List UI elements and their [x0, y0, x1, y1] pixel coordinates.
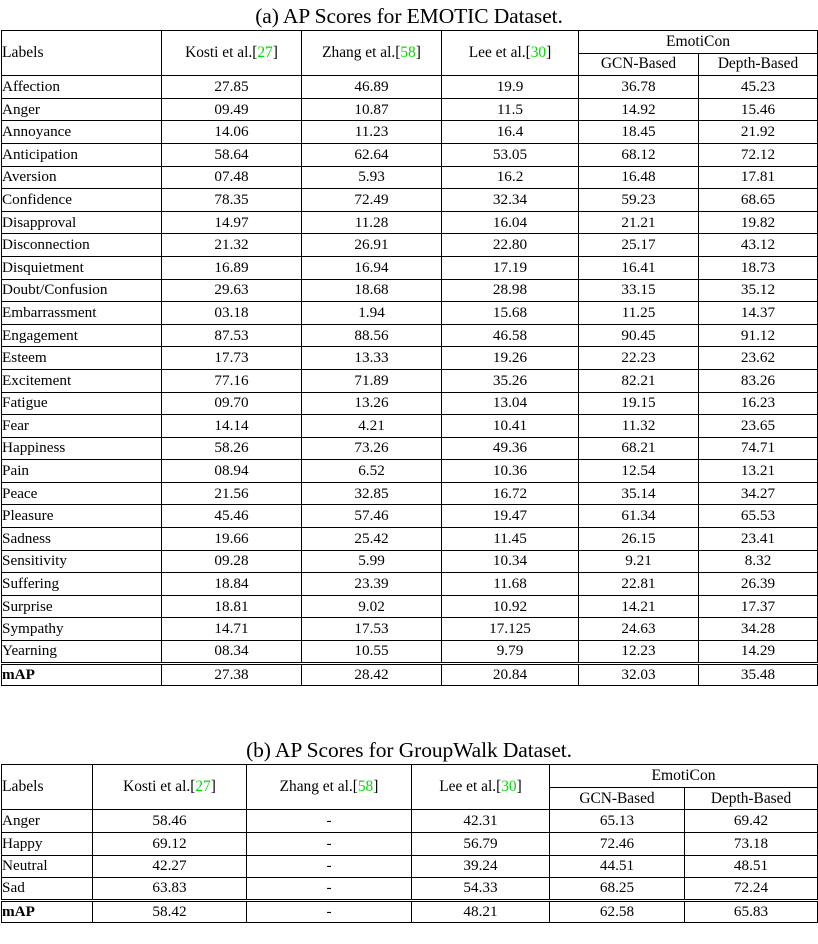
cell-zhang: 88.56: [302, 324, 442, 347]
cell-depth: 65.83: [685, 900, 818, 923]
cell-depth: 34.27: [699, 482, 818, 505]
row-label: Happiness: [2, 437, 162, 460]
cell-depth: 72.12: [699, 143, 818, 166]
cell-kosti: 63.83: [93, 878, 247, 901]
cell-kosti: 21.56: [162, 482, 302, 505]
bracket-open: [: [395, 44, 401, 62]
zhang-label: Zhang et al.: [322, 44, 396, 62]
table-b-caption: (b) AP Scores for GroupWalk Dataset.: [246, 738, 572, 763]
cell-lee: 39.24: [412, 855, 550, 878]
cell-zhang: 23.39: [302, 573, 442, 596]
cell-zhang: 32.85: [302, 482, 442, 505]
citation-kosti[interactable]: 27: [257, 44, 273, 62]
cell-gcn: 82.21: [579, 369, 699, 392]
kosti-label: Kosti et al.: [123, 778, 191, 796]
cell-zhang: -: [247, 900, 412, 923]
cell-gcn: 18.45: [579, 121, 699, 144]
cell-kosti: 58.64: [162, 143, 302, 166]
cell-gcn: 44.51: [550, 855, 685, 878]
cell-lee: 19.47: [442, 505, 579, 528]
cell-gcn: 14.92: [579, 98, 699, 121]
cell-lee: 13.04: [442, 392, 579, 415]
cell-zhang: 26.91: [302, 234, 442, 257]
cell-lee: 54.33: [412, 878, 550, 901]
cell-zhang: 10.87: [302, 98, 442, 121]
cell-depth: 91.12: [699, 324, 818, 347]
cell-zhang: -: [247, 855, 412, 878]
cell-lee: 11.68: [442, 573, 579, 596]
cell-zhang: 25.42: [302, 528, 442, 551]
row-label: Annoyance: [2, 121, 162, 144]
cell-lee: 16.4: [442, 121, 579, 144]
cell-lee: 15.68: [442, 302, 579, 325]
cell-kosti: 58.26: [162, 437, 302, 460]
cell-depth: 34.28: [699, 618, 818, 641]
column-header-kosti: [162, 31, 302, 76]
cell-zhang: 5.93: [302, 166, 442, 189]
column-header-gcn-based: GCN-Based: [579, 53, 699, 76]
table-summary-row: [2, 900, 818, 923]
cell-gcn: 90.45: [579, 324, 699, 347]
column-header-lee: [442, 31, 579, 76]
cell-gcn: 36.78: [579, 76, 699, 99]
cell-gcn: 72.46: [550, 833, 685, 856]
cell-zhang: 4.21: [302, 415, 442, 438]
cell-lee: 17.19: [442, 256, 579, 279]
column-header-depth-based: Depth-Based: [699, 53, 818, 76]
cell-gcn: 33.15: [579, 279, 699, 302]
cell-gcn: 19.15: [579, 392, 699, 415]
column-header-labels: Labels: [2, 765, 93, 810]
cell-kosti: 58.42: [93, 900, 247, 923]
table-row: [2, 641, 818, 664]
cell-depth: 18.73: [699, 256, 818, 279]
table-row: [2, 573, 818, 596]
row-label: Affection: [2, 76, 162, 99]
lee-label: Lee et al.: [439, 778, 497, 796]
row-label: mAP: [2, 663, 162, 686]
cell-lee: 48.21: [412, 900, 550, 923]
table-row: [2, 369, 818, 392]
table-row: [2, 415, 818, 438]
cell-lee: 22.80: [442, 234, 579, 257]
table-row: [2, 302, 818, 325]
row-label: Disapproval: [2, 211, 162, 234]
cell-kosti: 58.46: [93, 810, 247, 833]
cell-lee: 20.84: [442, 663, 579, 686]
cell-lee: 11.45: [442, 528, 579, 551]
cell-gcn: 65.13: [550, 810, 685, 833]
cell-kosti: 08.94: [162, 460, 302, 483]
bracket-close: ]: [272, 44, 278, 62]
cell-lee: 11.5: [442, 98, 579, 121]
cell-kosti: 14.06: [162, 121, 302, 144]
citation-zhang[interactable]: 58: [357, 778, 374, 796]
row-label: Confidence: [2, 189, 162, 212]
cell-depth: 45.23: [699, 76, 818, 99]
citation-kosti[interactable]: 27: [195, 778, 211, 796]
cell-gcn: 68.21: [579, 437, 699, 460]
cell-kosti: 18.81: [162, 595, 302, 618]
column-header-lee: [412, 765, 550, 810]
bracket-open: [: [352, 778, 358, 796]
column-header-kosti: [93, 765, 247, 810]
row-label: Happy: [2, 833, 93, 856]
cell-lee: 49.36: [442, 437, 579, 460]
row-label: Sensitivity: [2, 550, 162, 573]
cell-gcn: 14.21: [579, 595, 699, 618]
row-label: Embarrassment: [2, 302, 162, 325]
table-row: [2, 833, 818, 856]
row-label: Fear: [2, 415, 162, 438]
cell-gcn: 61.34: [579, 505, 699, 528]
cell-depth: 69.42: [685, 810, 818, 833]
cell-depth: 73.18: [685, 833, 818, 856]
cell-zhang: 5.99: [302, 550, 442, 573]
cell-gcn: 22.81: [579, 573, 699, 596]
cell-gcn: 16.48: [579, 166, 699, 189]
cell-zhang: 72.49: [302, 189, 442, 212]
row-label: Excitement: [2, 369, 162, 392]
cell-kosti: 07.48: [162, 166, 302, 189]
table-row: [2, 437, 818, 460]
cell-kosti: 18.84: [162, 573, 302, 596]
zhang-label: Zhang et al.: [279, 778, 353, 796]
row-label: mAP: [2, 900, 93, 923]
cell-lee: 42.31: [412, 810, 550, 833]
cell-gcn: 9.21: [579, 550, 699, 573]
cell-kosti: 69.12: [93, 833, 247, 856]
column-header-zhang: [302, 31, 442, 76]
cell-gcn: 59.23: [579, 189, 699, 212]
table-row: [2, 528, 818, 551]
row-label: Neutral: [2, 855, 93, 878]
cell-kosti: 09.28: [162, 550, 302, 573]
cell-gcn: 68.25: [550, 878, 685, 901]
cell-gcn: 22.23: [579, 347, 699, 370]
cell-lee: 16.04: [442, 211, 579, 234]
table-row: [2, 505, 818, 528]
cell-kosti: 19.66: [162, 528, 302, 551]
cell-zhang: 11.28: [302, 211, 442, 234]
cell-kosti: 45.46: [162, 505, 302, 528]
cell-depth: 23.65: [699, 415, 818, 438]
cell-zhang: 71.89: [302, 369, 442, 392]
cell-depth: 16.23: [699, 392, 818, 415]
cell-depth: 43.12: [699, 234, 818, 257]
row-label: Anticipation: [2, 143, 162, 166]
bracket-close: ]: [210, 778, 216, 796]
row-label: Sad: [2, 878, 93, 901]
table-row: [2, 550, 818, 573]
row-label: Sympathy: [2, 618, 162, 641]
bracket-close: ]: [546, 44, 552, 62]
cell-gcn: 24.63: [579, 618, 699, 641]
cell-zhang: 17.53: [302, 618, 442, 641]
table-row: [2, 166, 818, 189]
cell-kosti: 77.16: [162, 369, 302, 392]
cell-depth: 83.26: [699, 369, 818, 392]
cell-depth: 74.71: [699, 437, 818, 460]
cell-depth: 14.29: [699, 641, 818, 664]
cell-kosti: 14.97: [162, 211, 302, 234]
cell-gcn: 32.03: [579, 663, 699, 686]
row-label: Yearning: [2, 641, 162, 664]
bracket-close: ]: [516, 778, 522, 796]
row-label: Peace: [2, 482, 162, 505]
cell-lee: 56.79: [412, 833, 550, 856]
cell-gcn: 11.32: [579, 415, 699, 438]
cell-zhang: 28.42: [302, 663, 442, 686]
table-row: [2, 855, 818, 878]
cell-zhang: 73.26: [302, 437, 442, 460]
cell-lee: 46.58: [442, 324, 579, 347]
table-row: [2, 347, 818, 370]
table-row: [2, 595, 818, 618]
cell-gcn: 68.12: [579, 143, 699, 166]
cell-kosti: 16.89: [162, 256, 302, 279]
bracket-close: ]: [415, 44, 421, 62]
cell-depth: 72.24: [685, 878, 818, 901]
citation-lee[interactable]: 30: [501, 778, 517, 796]
cell-depth: 19.82: [699, 211, 818, 234]
table-row: [2, 878, 818, 901]
table-row: [2, 121, 818, 144]
cell-kosti: 87.53: [162, 324, 302, 347]
cell-zhang: 46.89: [302, 76, 442, 99]
cell-gcn: 12.54: [579, 460, 699, 483]
table-row: [2, 482, 818, 505]
row-label: Disquietment: [2, 256, 162, 279]
cell-gcn: 26.15: [579, 528, 699, 551]
cell-kosti: 78.35: [162, 189, 302, 212]
table-row: [2, 810, 818, 833]
cell-zhang: 6.52: [302, 460, 442, 483]
ap-scores-emotic-table: [1, 30, 818, 686]
cell-depth: 17.81: [699, 166, 818, 189]
table-row: [2, 460, 818, 483]
row-label: Esteem: [2, 347, 162, 370]
cell-lee: 53.05: [442, 143, 579, 166]
cell-gcn: 11.25: [579, 302, 699, 325]
cell-depth: 13.21: [699, 460, 818, 483]
cell-lee: 10.34: [442, 550, 579, 573]
row-label: Anger: [2, 98, 162, 121]
ap-scores-groupwalk-table: [1, 764, 818, 923]
bracket-open: [: [525, 44, 531, 62]
table-summary-row: [2, 663, 818, 686]
row-label: Anger: [2, 810, 93, 833]
citation-zhang[interactable]: 58: [400, 44, 416, 62]
cell-depth: 15.46: [699, 98, 818, 121]
cell-zhang: 57.46: [302, 505, 442, 528]
cell-lee: 17.125: [442, 618, 579, 641]
cell-depth: 26.39: [699, 573, 818, 596]
table-row: [2, 618, 818, 641]
cell-kosti: 03.18: [162, 302, 302, 325]
cell-kosti: 27.38: [162, 663, 302, 686]
cell-gcn: 35.14: [579, 482, 699, 505]
column-header-gcn-based: GCN-Based: [550, 787, 685, 810]
cell-kosti: 09.70: [162, 392, 302, 415]
cell-depth: 17.37: [699, 595, 818, 618]
cell-kosti: 14.14: [162, 415, 302, 438]
row-label: Suffering: [2, 573, 162, 596]
cell-depth: 35.12: [699, 279, 818, 302]
cell-kosti: 29.63: [162, 279, 302, 302]
cell-kosti: 42.27: [93, 855, 247, 878]
cell-depth: 14.37: [699, 302, 818, 325]
table-a-caption: (a) AP Scores for EMOTIC Dataset.: [255, 4, 563, 28]
table-row: [2, 211, 818, 234]
row-label: Fatigue: [2, 392, 162, 415]
table-row: [2, 189, 818, 212]
cell-gcn: 12.23: [579, 641, 699, 664]
cell-gcn: 62.58: [550, 900, 685, 923]
cell-kosti: 17.73: [162, 347, 302, 370]
cell-depth: 68.65: [699, 189, 818, 212]
cell-lee: 32.34: [442, 189, 579, 212]
cell-lee: 19.9: [442, 76, 579, 99]
kosti-label: Kosti et al.: [185, 44, 253, 62]
cell-lee: 10.41: [442, 415, 579, 438]
table-row: [2, 76, 818, 99]
column-header-zhang: [247, 765, 412, 810]
table-row: [2, 143, 818, 166]
cell-kosti: 27.85: [162, 76, 302, 99]
cell-zhang: 1.94: [302, 302, 442, 325]
cell-zhang: 10.55: [302, 641, 442, 664]
table-row: [2, 98, 818, 121]
row-label: Aversion: [2, 166, 162, 189]
cell-zhang: 9.02: [302, 595, 442, 618]
row-label: Surprise: [2, 595, 162, 618]
cell-kosti: 14.71: [162, 618, 302, 641]
row-label: Pleasure: [2, 505, 162, 528]
cell-gcn: 16.41: [579, 256, 699, 279]
cell-lee: 35.26: [442, 369, 579, 392]
cell-lee: 28.98: [442, 279, 579, 302]
cell-kosti: 21.32: [162, 234, 302, 257]
cell-zhang: -: [247, 833, 412, 856]
column-header-emoticon: EmotiCon: [550, 765, 818, 788]
cell-zhang: 13.33: [302, 347, 442, 370]
cell-lee: 16.2: [442, 166, 579, 189]
cell-gcn: 21.21: [579, 211, 699, 234]
citation-lee[interactable]: 30: [530, 44, 547, 62]
cell-zhang: 62.64: [302, 143, 442, 166]
table-row: [2, 279, 818, 302]
column-header-depth-based: Depth-Based: [685, 787, 818, 810]
table-row: [2, 256, 818, 279]
column-header-labels: Labels: [2, 31, 162, 76]
cell-kosti: 08.34: [162, 641, 302, 664]
cell-lee: 16.72: [442, 482, 579, 505]
cell-lee: 10.36: [442, 460, 579, 483]
cell-zhang: 18.68: [302, 279, 442, 302]
cell-gcn: 25.17: [579, 234, 699, 257]
cell-depth: 8.32: [699, 550, 818, 573]
lee-label: Lee et al.: [468, 44, 526, 62]
row-label: Doubt/Confusion: [2, 279, 162, 302]
row-label: Pain: [2, 460, 162, 483]
bracket-open: [: [496, 778, 502, 796]
cell-zhang: -: [247, 810, 412, 833]
cell-zhang: 11.23: [302, 121, 442, 144]
cell-zhang: 16.94: [302, 256, 442, 279]
row-label: Sadness: [2, 528, 162, 551]
cell-depth: 23.41: [699, 528, 818, 551]
cell-depth: 21.92: [699, 121, 818, 144]
cell-kosti: 09.49: [162, 98, 302, 121]
cell-zhang: -: [247, 878, 412, 901]
table-b-header-row-1: [2, 765, 818, 788]
row-label: Engagement: [2, 324, 162, 347]
bracket-open: [: [252, 44, 258, 62]
table-row: [2, 324, 818, 347]
table-row: [2, 392, 818, 415]
cell-lee: 19.26: [442, 347, 579, 370]
bracket-close: ]: [373, 778, 379, 796]
cell-zhang: 13.26: [302, 392, 442, 415]
cell-depth: 23.62: [699, 347, 818, 370]
cell-depth: 35.48: [699, 663, 818, 686]
cell-depth: 65.53: [699, 505, 818, 528]
table-a-header-row-1: [2, 31, 818, 54]
cell-depth: 48.51: [685, 855, 818, 878]
cell-lee: 10.92: [442, 595, 579, 618]
table-row: [2, 234, 818, 257]
bracket-open: [: [190, 778, 196, 796]
cell-lee: 9.79: [442, 641, 579, 664]
row-label: Disconnection: [2, 234, 162, 257]
column-header-emoticon: EmotiCon: [579, 31, 818, 54]
